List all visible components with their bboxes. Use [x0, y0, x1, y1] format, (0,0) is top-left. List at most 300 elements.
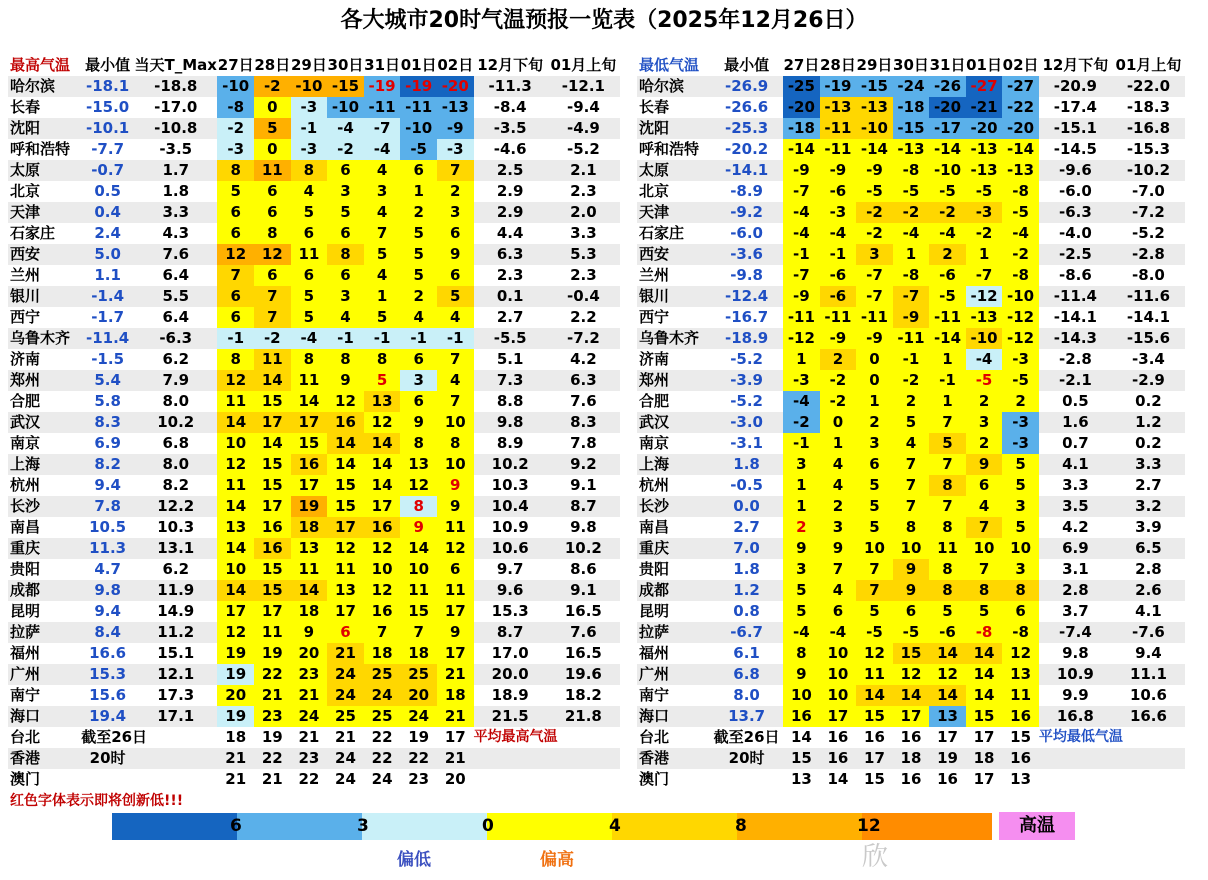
header-label: 最低气温: [639, 56, 700, 74]
forecast-cell: -2: [893, 370, 930, 391]
forecast-cell: 2: [783, 517, 820, 538]
forecast-cell: -3: [437, 139, 474, 160]
average-cell: 9.4: [1135, 644, 1162, 662]
forecast-cell: 4: [893, 433, 930, 454]
forecast-cell: -11: [400, 97, 437, 118]
average-cell: -2.9: [1112, 370, 1185, 391]
forecast-cell: 10: [820, 664, 857, 685]
min-value: 9.4: [94, 476, 121, 494]
forecast-cell: 14: [364, 475, 401, 496]
min-value: 1.2: [710, 580, 783, 601]
min-value: 13.7: [710, 706, 783, 727]
min-value: -3.9: [710, 370, 783, 391]
forecast-cell: 14: [827, 770, 849, 788]
forecast-cell: 3: [327, 286, 364, 307]
table-row: [8, 244, 620, 265]
forecast-cell: 17: [856, 748, 893, 769]
average-cell: -2.5: [1039, 244, 1112, 265]
table-row: [8, 643, 620, 664]
forecast-cell: 12: [437, 538, 474, 559]
average-cell: 2.2: [570, 308, 597, 326]
forecast-cell: 6: [400, 391, 437, 412]
forecast-cell: 10: [217, 433, 254, 454]
forecast-cell: -9: [893, 307, 930, 328]
min-value: 1.8: [733, 560, 760, 578]
min-value: -9.2: [710, 202, 783, 223]
min-value: 7.0: [710, 538, 783, 559]
forecast-cell: -10: [217, 76, 254, 97]
forecast-cell: 8: [400, 496, 437, 517]
min-value: 0.5: [94, 182, 121, 200]
table-row: [637, 370, 1185, 391]
table-row: [8, 97, 620, 118]
city-name: 合肥: [639, 392, 670, 410]
column-header: 01月上旬: [1115, 56, 1182, 74]
forecast-cell: 18: [400, 643, 437, 664]
forecast-cell: 17: [254, 601, 291, 622]
forecast-cell: 4: [820, 580, 857, 601]
forecast-cell: 23: [254, 706, 291, 727]
forecast-cell: -11: [856, 307, 893, 328]
forecast-cell: 13: [327, 580, 364, 601]
average-cell: -9.6: [1039, 160, 1112, 181]
forecast-cell: -4: [929, 223, 966, 244]
forecast-cell: 14: [966, 664, 1003, 685]
average-cell: -18.8: [134, 76, 217, 97]
city-name: 沈阳: [637, 118, 710, 139]
forecast-cell: -8: [893, 160, 930, 181]
forecast-cell: 21: [437, 748, 474, 769]
average-cell: [1039, 769, 1112, 790]
table-row: [8, 517, 620, 538]
city-name: 拉萨: [637, 622, 710, 643]
forecast-cell: 25: [364, 664, 401, 685]
forecast-cell: 16: [900, 770, 922, 788]
forecast-cell: 5: [217, 181, 254, 202]
forecast-cell: 21: [437, 664, 474, 685]
column-header: 12月下旬: [1042, 56, 1109, 74]
average-cell: 21.5: [474, 706, 547, 727]
forecast-cell: -11: [893, 328, 930, 349]
table-row: [8, 118, 620, 139]
forecast-cell: 0: [856, 349, 893, 370]
average-cell: 4.4: [496, 224, 524, 242]
city-name: 重庆: [8, 538, 81, 559]
city-name: 福州: [10, 644, 41, 662]
forecast-cell: -8: [893, 265, 930, 286]
average-cell: -18.3: [1126, 98, 1171, 116]
forecast-cell: 5: [856, 601, 893, 622]
forecast-cell: 14: [291, 391, 328, 412]
city-name: 北京: [639, 182, 670, 200]
min-value: -3.0: [710, 412, 783, 433]
average-cell: -14.5: [1053, 140, 1097, 158]
forecast-cell: 18: [893, 748, 930, 769]
forecast-cell: -1: [217, 328, 254, 349]
forecast-cell: 17: [973, 728, 995, 746]
average-cell: 17.0: [491, 644, 529, 662]
forecast-cell: 7: [437, 160, 474, 181]
forecast-cell: 1: [364, 286, 401, 307]
forecast-cell: -1: [291, 118, 328, 139]
forecast-cell: -4: [783, 202, 820, 223]
forecast-cell: 7: [364, 223, 401, 244]
table-row: [8, 622, 620, 643]
average-cell: 11.1: [1112, 664, 1185, 685]
average-cell: 6.8: [162, 434, 190, 452]
forecast-cell: 2: [820, 496, 857, 517]
forecast-cell: 7: [437, 391, 474, 412]
forecast-cell: 3: [400, 370, 437, 391]
forecast-cell: 18: [966, 748, 1003, 769]
average-cell: 3.7: [1062, 602, 1089, 620]
column-header: 最小值: [724, 56, 770, 74]
average-cell: [134, 769, 217, 790]
forecast-cell: 17: [291, 412, 328, 433]
average-cell: 6.3: [547, 370, 620, 391]
header-row: [637, 55, 1185, 76]
average-cell: 7.6: [547, 622, 620, 643]
min-value: -9.8: [730, 266, 763, 284]
forecast-cell: 9: [437, 475, 474, 496]
table-row: [637, 223, 1185, 244]
forecast-cell: 9: [893, 580, 930, 601]
forecast-cell: -7: [783, 181, 820, 202]
forecast-cell: -20: [437, 76, 474, 97]
forecast-cell: -5: [856, 181, 893, 202]
table-row: [637, 475, 1185, 496]
average-cell: 3.5: [1039, 496, 1112, 517]
forecast-cell: -2: [929, 202, 966, 223]
forecast-cell: 15: [893, 643, 930, 664]
forecast-cell: 3: [820, 517, 857, 538]
min-value: 9.8: [81, 580, 134, 601]
average-cell: -22.0: [1112, 76, 1185, 97]
average-cell: [1112, 748, 1185, 769]
average-cell: 16.5: [564, 602, 602, 620]
forecast-cell: 6: [966, 475, 1003, 496]
min-value: [81, 769, 134, 790]
average-cell: 3.3: [1062, 476, 1089, 494]
forecast-cell: 12: [929, 664, 966, 685]
average-cell: 9.2: [547, 454, 620, 475]
forecast-cell: -4: [327, 118, 364, 139]
forecast-cell: 8: [217, 349, 254, 370]
forecast-cell: -25: [783, 76, 820, 97]
forecast-cell: 1: [893, 244, 930, 265]
min-value: 8.2: [81, 454, 134, 475]
average-cell: 1.2: [1112, 412, 1185, 433]
forecast-cell: 13: [1002, 664, 1039, 685]
average-cell: -4.9: [547, 118, 620, 139]
forecast-cell: 16: [864, 728, 885, 746]
average-cell: 10.3: [157, 518, 195, 536]
forecast-cell: -14: [929, 139, 966, 160]
forecast-cell: 12: [327, 538, 364, 559]
forecast-cell: -11: [820, 139, 857, 160]
forecast-cell: -6: [820, 286, 857, 307]
average-cell: -17.0: [154, 98, 198, 116]
average-cell: 9.9: [1062, 686, 1089, 704]
forecast-cell: -4: [783, 223, 820, 244]
table-row: [8, 496, 620, 517]
average-cell: 18.9: [491, 686, 529, 704]
average-cell: -10.8: [134, 118, 217, 139]
min-value: -1.5: [91, 350, 125, 368]
min-value: -8.9: [730, 182, 763, 200]
forecast-cell: -5: [966, 370, 1003, 391]
city-name: 西宁: [10, 308, 41, 326]
city-name: 南京: [10, 434, 41, 452]
city-name: 太原: [8, 160, 81, 181]
forecast-cell: -7: [893, 286, 930, 307]
min-value: 截至26日: [81, 728, 148, 746]
min-value: -25.3: [710, 118, 783, 139]
average-cell: -2.1: [1039, 370, 1112, 391]
legend-tick: 4: [609, 816, 621, 836]
table-row: [637, 160, 1185, 181]
legend-seg-blue: [237, 813, 362, 840]
column-header: 29日: [856, 56, 893, 74]
forecast-cell: -9: [783, 286, 820, 307]
forecast-cell: -2: [327, 139, 364, 160]
forecast-cell: 4: [966, 496, 1003, 517]
forecast-cell: 7: [400, 622, 437, 643]
forecast-cell: 11: [437, 517, 474, 538]
average-cell: [547, 769, 620, 790]
column-header: 最小值: [85, 56, 131, 74]
forecast-cell: 15: [254, 454, 291, 475]
forecast-cell: 14: [254, 370, 291, 391]
average-cell: 11.2: [134, 622, 217, 643]
table-row: [8, 223, 620, 244]
forecast-cell: -2: [217, 118, 254, 139]
city-name: 广州: [637, 664, 710, 685]
high-temp-legend-box: 高温: [999, 812, 1075, 840]
city-name: 长春: [639, 98, 670, 116]
average-cell: 4.2: [570, 350, 597, 368]
forecast-cell: 6: [254, 181, 291, 202]
forecast-cell: 5: [400, 223, 437, 244]
forecast-cell: 7: [966, 517, 1003, 538]
forecast-cell: -11: [820, 118, 857, 139]
forecast-cell: -18: [783, 118, 820, 139]
forecast-cell: 5: [856, 496, 893, 517]
forecast-cell: 12: [364, 580, 401, 601]
forecast-cell: 3: [783, 559, 820, 580]
average-cell: -7.6: [1112, 622, 1185, 643]
city-name: 澳门: [639, 770, 670, 788]
average-cell: -3.5: [159, 140, 193, 158]
forecast-cell: 5: [400, 244, 437, 265]
forecast-cell: -19: [400, 76, 437, 97]
city-name: 杭州: [10, 476, 41, 494]
forecast-cell: 4: [364, 160, 401, 181]
forecast-cell: 5: [291, 286, 328, 307]
average-cell: 19.6: [547, 664, 620, 685]
average-cell: -5.2: [1132, 224, 1165, 242]
average-cell: -17.4: [1053, 98, 1097, 116]
forecast-cell: -3: [966, 202, 1003, 223]
forecast-cell: 24: [327, 748, 364, 769]
forecast-cell: 14: [254, 433, 291, 454]
forecast-cell: 5: [437, 286, 474, 307]
forecast-cell: 3: [856, 433, 893, 454]
forecast-cell: 21: [291, 685, 328, 706]
forecast-cell: 12: [217, 244, 254, 265]
forecast-cell: 17: [437, 643, 474, 664]
forecast-cell: 7: [254, 307, 291, 328]
min-value: 19.4: [81, 706, 134, 727]
city-name: 乌鲁木齐: [637, 328, 710, 349]
forecast-cell: 16: [364, 517, 401, 538]
forecast-cell: 6: [327, 265, 364, 286]
forecast-cell: 24: [400, 706, 437, 727]
forecast-cell: 7: [856, 580, 893, 601]
average-cell: 4.2: [1062, 518, 1089, 536]
average-cell: 8.0: [162, 392, 190, 410]
forecast-cell: -4: [966, 349, 1003, 370]
forecast-cell: 13: [364, 391, 401, 412]
average-cell: 7.9: [134, 370, 217, 391]
forecast-cell: 17: [254, 496, 291, 517]
forecast-cell: 7: [364, 622, 401, 643]
average-cell: 2.8: [1039, 580, 1112, 601]
average-cell: 7.6: [570, 392, 597, 410]
forecast-cell: 14: [929, 643, 966, 664]
min-value: 截至26日: [713, 728, 780, 746]
table-row: [637, 433, 1185, 454]
legend-seg-deep-blue: [112, 813, 237, 840]
forecast-cell: 2: [437, 181, 474, 202]
city-name: 石家庄: [10, 224, 56, 242]
min-value: -11.4: [81, 328, 134, 349]
forecast-cell: 5: [783, 601, 820, 622]
average-cell: 6.3: [474, 244, 547, 265]
forecast-cell: -12: [1002, 328, 1039, 349]
city-name: 武汉: [8, 412, 81, 433]
forecast-cell: -11: [783, 307, 820, 328]
min-value: -26.6: [724, 98, 769, 116]
forecast-cell: 14: [217, 580, 254, 601]
forecast-cell: 2: [966, 433, 1003, 454]
city-name: 南昌: [639, 518, 670, 536]
average-cell: 4.1: [1039, 454, 1112, 475]
average-cell: -15.6: [1112, 328, 1185, 349]
column-header: 28日: [254, 56, 291, 74]
footer-note: 平均最低气温: [1038, 729, 1123, 745]
table-row: [637, 685, 1185, 706]
average-cell: -5.5: [474, 328, 547, 349]
forecast-cell: -5: [929, 286, 966, 307]
forecast-cell: -6: [820, 181, 857, 202]
min-value: 15.3: [81, 664, 134, 685]
table-row: [637, 517, 1185, 538]
min-value: -18.1: [81, 76, 134, 97]
forecast-cell: 5: [254, 118, 291, 139]
forecast-cell: 16: [1002, 748, 1039, 769]
legend-seg-orange: [737, 813, 862, 840]
forecast-cell: -1: [327, 328, 364, 349]
forecast-cell: 7: [966, 559, 1003, 580]
min-value: 20时: [710, 748, 783, 769]
table-row: [637, 664, 1185, 685]
forecast-cell: 7: [893, 475, 930, 496]
average-cell: 10.4: [474, 496, 547, 517]
average-cell: 10.9: [1039, 664, 1112, 685]
forecast-cell: -5: [893, 181, 930, 202]
forecast-cell: 15: [291, 433, 328, 454]
average-cell: 8.0: [134, 454, 217, 475]
forecast-cell: -15: [327, 76, 364, 97]
average-cell: 7.6: [134, 244, 217, 265]
forecast-cell: -12: [783, 328, 820, 349]
forecast-cell: 19: [217, 643, 254, 664]
forecast-cell: 1: [820, 433, 857, 454]
forecast-cell: -1: [437, 328, 474, 349]
forecast-cell: -12: [1002, 307, 1039, 328]
forecast-cell: 9: [437, 622, 474, 643]
city-name: 福州: [639, 644, 670, 662]
forecast-cell: 5: [929, 601, 966, 622]
forecast-cell: 12: [364, 412, 401, 433]
min-value: 0.4: [81, 202, 134, 223]
min-value: [710, 769, 783, 790]
forecast-cell: 9: [400, 412, 437, 433]
average-cell: -11.6: [1112, 286, 1185, 307]
forecast-cell: 3: [783, 454, 820, 475]
table-row: [637, 265, 1185, 286]
page-title: 各大城市20时气温预报一览表（2025年12月26日）: [340, 8, 868, 33]
table-row: [637, 181, 1185, 202]
forecast-cell: 4: [437, 307, 474, 328]
forecast-cell: 3: [1002, 496, 1039, 517]
forecast-cell: -13: [856, 97, 893, 118]
forecast-cell: 3: [327, 181, 364, 202]
forecast-cell: 5: [400, 265, 437, 286]
average-cell: [1039, 748, 1112, 769]
forecast-cell: 16: [327, 412, 364, 433]
table-row: [8, 706, 620, 727]
average-cell: -14.3: [1039, 328, 1112, 349]
city-name: 南京: [639, 434, 670, 452]
forecast-cell: 8: [291, 349, 328, 370]
city-name: 南宁: [10, 686, 41, 704]
average-cell: 8.2: [162, 476, 190, 494]
average-cell: 8.6: [570, 560, 597, 578]
forecast-cell: -7: [856, 265, 893, 286]
forecast-cell: 21: [335, 728, 356, 746]
forecast-cell: 6: [217, 223, 254, 244]
forecast-cell: -20: [929, 97, 966, 118]
forecast-cell: 4: [364, 265, 401, 286]
forecast-cell: 21: [225, 770, 247, 788]
average-cell: 2.0: [547, 202, 620, 223]
table-row: [8, 307, 620, 328]
forecast-cell: -14: [1002, 139, 1039, 160]
table-row: [637, 307, 1185, 328]
forecast-cell: 18: [225, 728, 247, 746]
average-cell: -2.8: [1112, 244, 1185, 265]
average-cell: 21.8: [547, 706, 620, 727]
forecast-cell: 15: [1010, 728, 1032, 746]
average-cell: 5.5: [134, 286, 217, 307]
city-name: 成都: [8, 580, 81, 601]
forecast-cell: 17: [327, 601, 364, 622]
average-cell: 0.7: [1062, 434, 1089, 452]
forecast-cell: -2: [820, 391, 857, 412]
forecast-cell: -10: [291, 76, 328, 97]
